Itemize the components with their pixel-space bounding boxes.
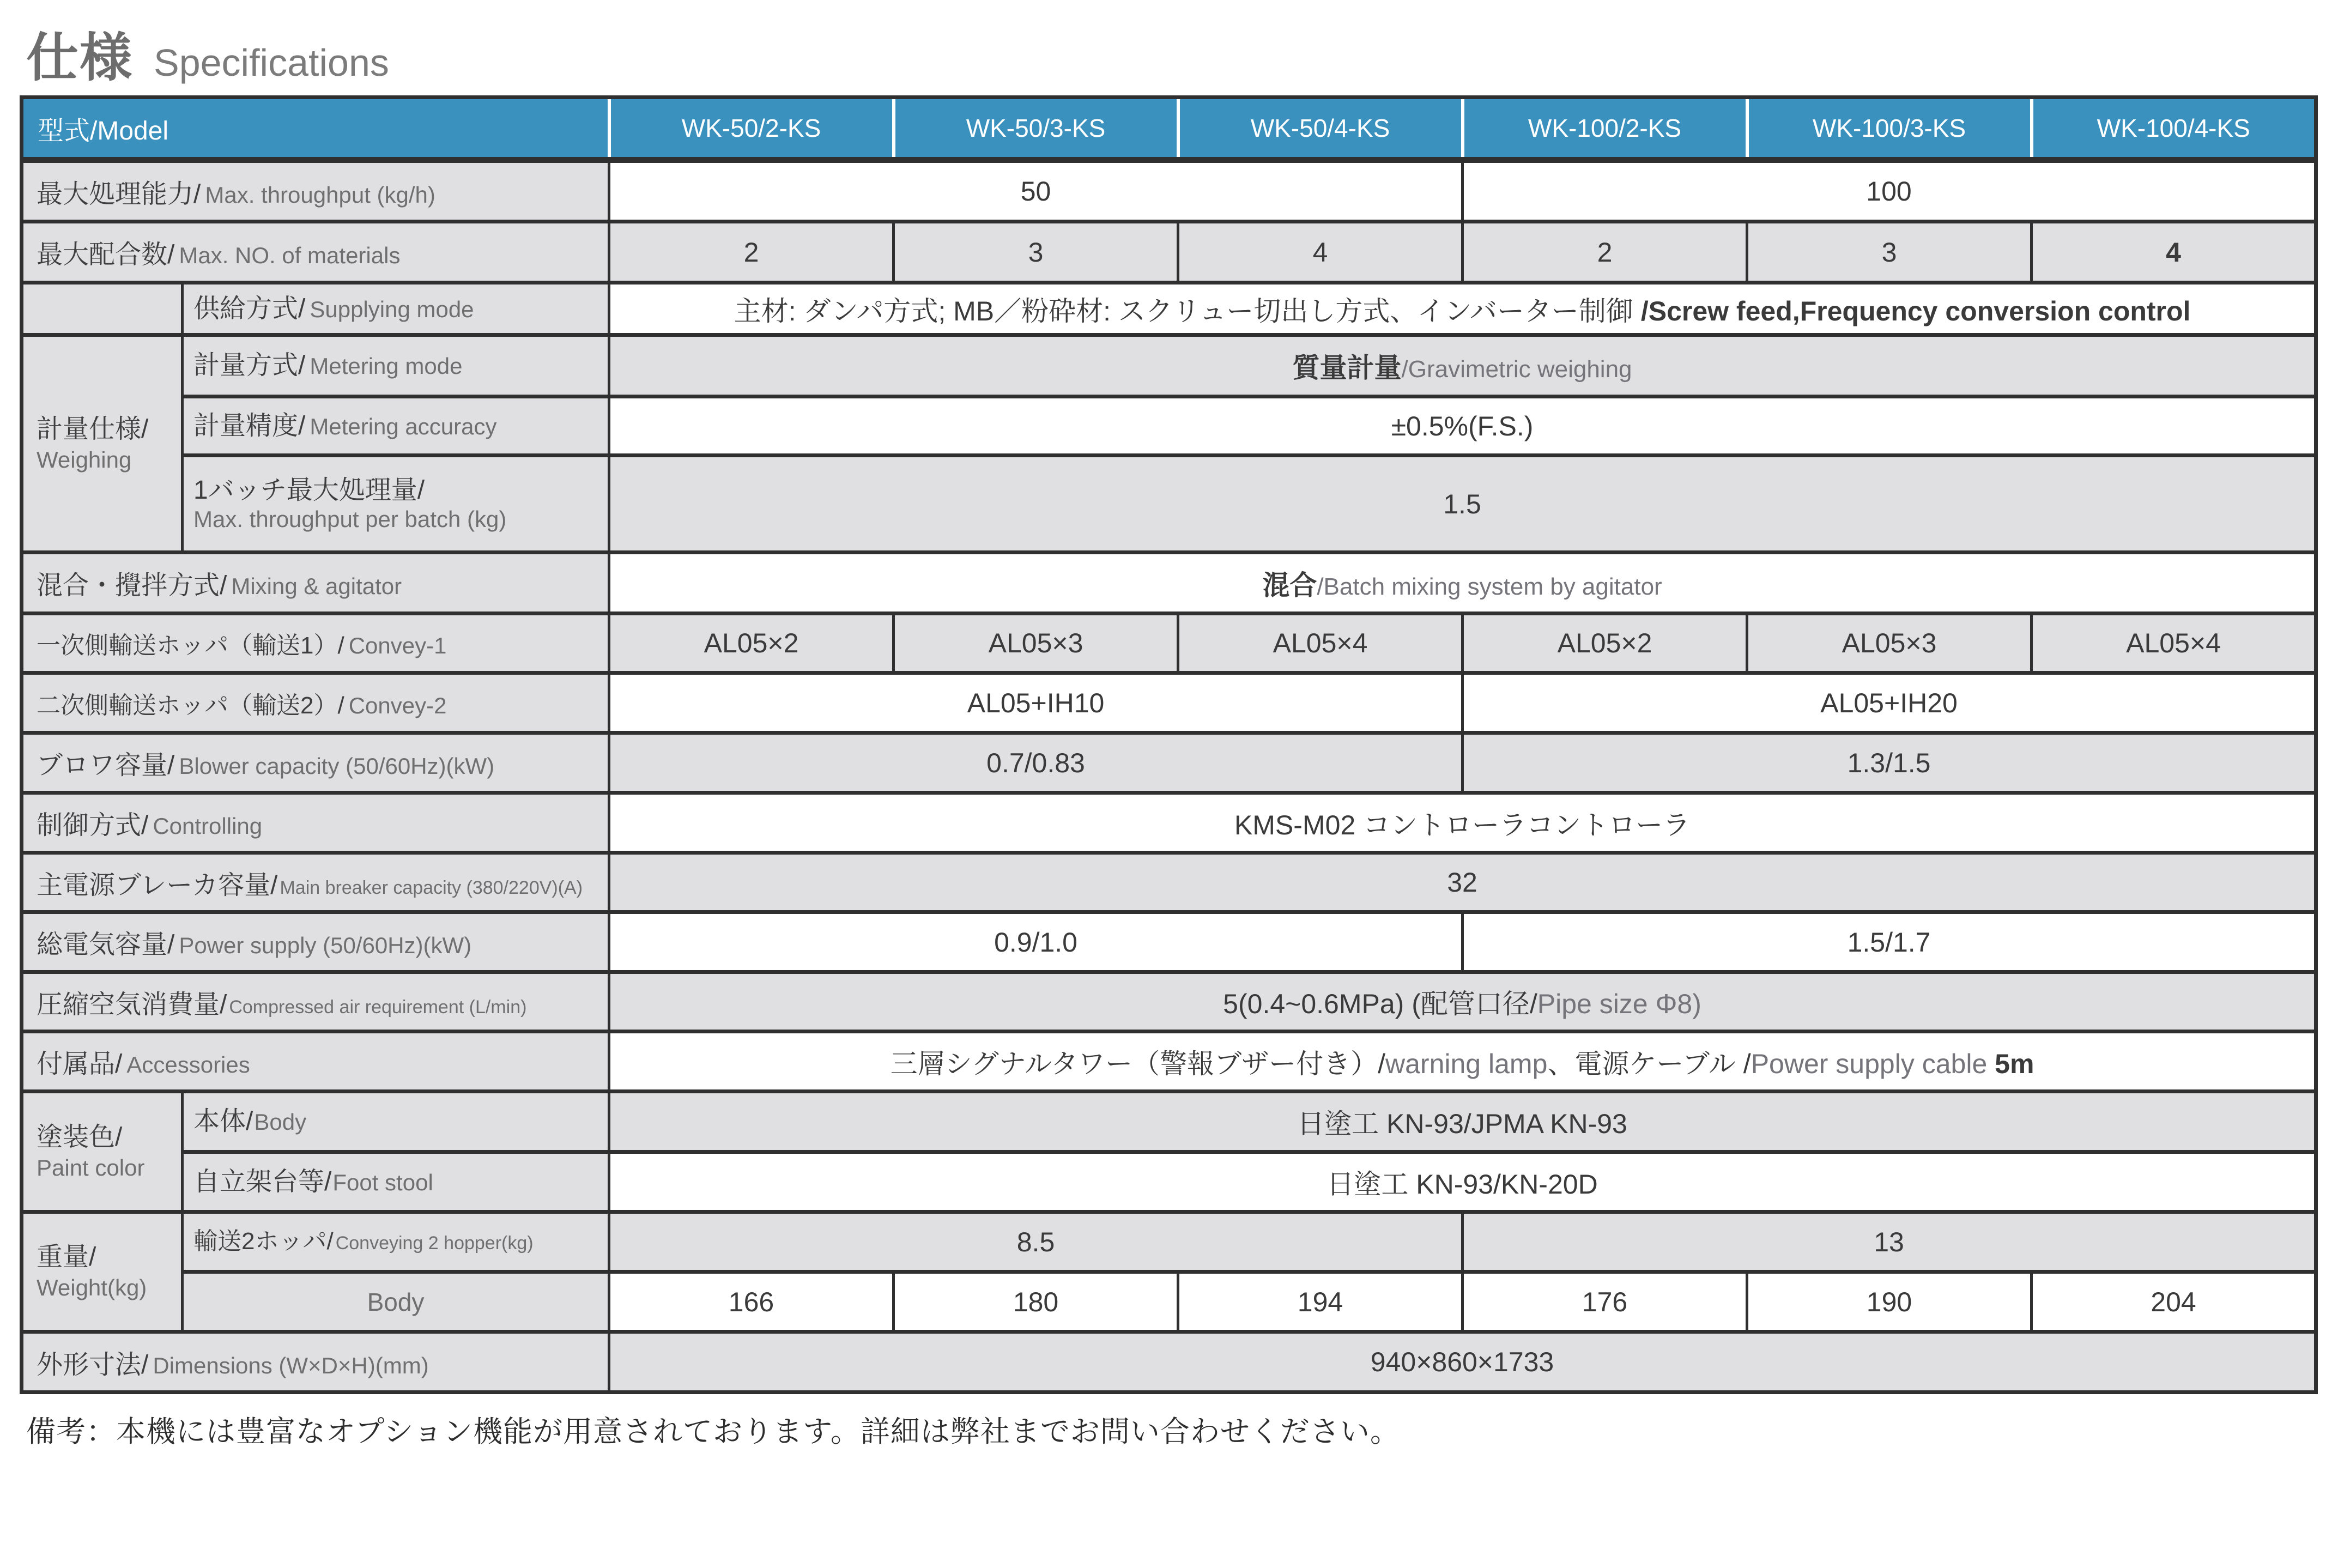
value-hopper-50: 8.5 bbox=[609, 1212, 1463, 1272]
value-blower-50: 0.7/0.83 bbox=[609, 733, 1463, 793]
row-paint-body bbox=[22, 1092, 2316, 1152]
row-max-throughput bbox=[22, 160, 2316, 222]
row-blower bbox=[22, 733, 2316, 793]
value-foot-stool: 日塗工 KN-93/KN-20D bbox=[609, 1152, 2316, 1212]
group-label-weight: 重量/ Weight(kg) bbox=[22, 1212, 183, 1332]
header-model-label: 型式/Model bbox=[22, 98, 609, 160]
label-power-supply: 総電気容量/ Power supply (50/60Hz)(kW) bbox=[22, 912, 609, 972]
table-header-row bbox=[22, 98, 2316, 160]
header-model-wk100-4: WK-100/4-KS bbox=[2032, 98, 2316, 160]
label-accessories: 付属品/ Accessories bbox=[22, 1032, 609, 1092]
value-convey2-50: AL05+IH10 bbox=[609, 673, 1463, 733]
label-foot-stool: 自立架台等/Foot stool bbox=[183, 1152, 609, 1212]
value-convey1-4: AL05×2 bbox=[1463, 614, 1747, 673]
value-throughput-100: 100 bbox=[1463, 160, 2316, 222]
label-breaker: 主電源ブレーカ容量/ Main breaker capacity (380/220V)(A) bbox=[22, 853, 609, 912]
value-metering-accuracy: ±0.5%(F.S.) bbox=[609, 397, 2316, 456]
value-power-100: 1.5/1.7 bbox=[1463, 912, 2316, 972]
specifications-table bbox=[20, 95, 2318, 1394]
row-dimensions bbox=[22, 1332, 2316, 1393]
value-body-weight-1: 166 bbox=[609, 1272, 894, 1332]
header-model-wk50-4: WK-50/4-KS bbox=[1178, 98, 1463, 160]
value-materials-2: 3 bbox=[894, 222, 1178, 283]
value-materials-5: 3 bbox=[1747, 222, 2032, 283]
row-power-supply bbox=[22, 912, 2316, 972]
label-metering-accuracy: 計量精度/ Metering accuracy bbox=[183, 397, 609, 456]
label-max-materials: 最大配合数/ Max. NO. of materials bbox=[22, 222, 609, 283]
value-convey1-6: AL05×4 bbox=[2032, 614, 2316, 673]
value-body-weight-2: 180 bbox=[894, 1272, 1178, 1332]
label-blower: ブロワ容量/ Blower capacity (50/60Hz)(kW) bbox=[22, 733, 609, 793]
value-convey2-100: AL05+IH20 bbox=[1463, 673, 2316, 733]
row-compressed-air bbox=[22, 972, 2316, 1032]
value-convey1-1: AL05×2 bbox=[609, 614, 894, 673]
weighing-group-spacer bbox=[22, 283, 183, 335]
value-materials-1: 2 bbox=[609, 222, 894, 283]
label-controlling: 制御方式/ Controlling bbox=[22, 793, 609, 853]
value-convey1-5: AL05×3 bbox=[1747, 614, 2032, 673]
row-metering-mode bbox=[22, 335, 2316, 397]
row-metering-accuracy bbox=[22, 397, 2316, 456]
value-paint-body: 日塗工 KN-93/JPMA KN-93 bbox=[609, 1092, 2316, 1152]
value-materials-4: 2 bbox=[1463, 222, 1747, 283]
value-breaker: 32 bbox=[609, 853, 2316, 912]
row-convey-1 bbox=[22, 614, 2316, 673]
value-materials-6: 4 bbox=[2032, 222, 2316, 283]
header-model-wk50-2: WK-50/2-KS bbox=[609, 98, 894, 160]
value-compressed-air: 5(0.4~0.6MPa) (配管口径/Pipe size Φ8) bbox=[609, 972, 2316, 1032]
row-weight-hopper bbox=[22, 1212, 2316, 1272]
page-title-jp: 仕様 bbox=[26, 29, 133, 87]
value-body-weight-3: 194 bbox=[1178, 1272, 1463, 1332]
row-supplying-mode bbox=[22, 283, 2316, 335]
row-controlling bbox=[22, 793, 2316, 853]
value-blower-100: 1.3/1.5 bbox=[1463, 733, 2316, 793]
value-body-weight-6: 204 bbox=[2032, 1272, 2316, 1332]
header-model-wk100-3: WK-100/3-KS bbox=[1747, 98, 2032, 160]
label-convey-2: 二次側輸送ホッパ（輸送2）/ Convey-2 bbox=[22, 673, 609, 733]
row-breaker bbox=[22, 853, 2316, 912]
value-convey1-3: AL05×4 bbox=[1178, 614, 1463, 673]
label-weight-body: Body bbox=[183, 1272, 609, 1332]
label-supplying-mode: 供給方式/ Supplying mode bbox=[183, 283, 609, 335]
group-label-paint-color: 塗装色/ Paint color bbox=[22, 1092, 183, 1212]
row-max-materials bbox=[22, 222, 2316, 283]
value-batch-throughput: 1.5 bbox=[609, 456, 2316, 553]
row-accessories bbox=[22, 1032, 2316, 1092]
row-mixing bbox=[22, 553, 2316, 614]
label-batch-throughput: 1バッチ最大処理量/ Max. throughput per batch (kg) bbox=[183, 456, 609, 553]
label-max-throughput: 最大処理能力/ Max. throughput (kg/h) bbox=[22, 160, 609, 222]
label-compressed-air: 圧縮空気消費量/ Compressed air requirement (L/min) bbox=[22, 972, 609, 1032]
header-model-wk100-2: WK-100/2-KS bbox=[1463, 98, 1747, 160]
page-title bbox=[0, 0, 2344, 95]
page-title-en: Specifications bbox=[154, 41, 389, 84]
header-model-wk50-3: WK-50/3-KS bbox=[894, 98, 1178, 160]
row-weight-body bbox=[22, 1272, 2316, 1332]
value-controlling: KMS-M02 コントローラコントローラ bbox=[609, 793, 2316, 853]
remarks-note: 備考：本機には豊富なオプション機能が用意されております。詳細は弊社までお問い合わせください。 bbox=[26, 1415, 1400, 1448]
value-body-weight-4: 176 bbox=[1463, 1272, 1747, 1332]
label-dimensions: 外形寸法/ Dimensions (W×D×H)(mm) bbox=[22, 1332, 609, 1393]
value-hopper-100: 13 bbox=[1463, 1212, 2316, 1272]
value-materials-3: 4 bbox=[1178, 222, 1463, 283]
value-body-weight-5: 190 bbox=[1747, 1272, 2032, 1332]
label-weight-hopper: 輸送2ホッパ/ Conveying 2 hopper(kg) bbox=[183, 1212, 609, 1272]
row-batch-throughput bbox=[22, 456, 2316, 553]
value-convey1-2: AL05×3 bbox=[894, 614, 1178, 673]
value-supplying-mode: 主材: ダンパ方式; MB／粉砕材: スクリュー切出し方式、インバーター制御 /Screw feed,Frequency conversion control bbox=[609, 283, 2316, 335]
value-mixing: 混合/Batch mixing system by agitator bbox=[609, 553, 2316, 614]
value-metering-mode: 質量計量/Gravimetric weighing bbox=[609, 335, 2316, 397]
label-mixing: 混合・攪拌方式/ Mixing & agitator bbox=[22, 553, 609, 614]
value-power-50: 0.9/1.0 bbox=[609, 912, 1463, 972]
row-convey-2 bbox=[22, 673, 2316, 733]
label-paint-body: 本体/Body bbox=[183, 1092, 609, 1152]
group-label-weighing: 計量仕様/ Weighing bbox=[22, 335, 183, 553]
value-accessories: 三層シグナルタワー（警報ブザー付き）/warning lamp、電源ケーブル /Power supply cable 5m bbox=[609, 1032, 2316, 1092]
value-throughput-50: 50 bbox=[609, 160, 1463, 222]
label-metering-mode: 計量方式/ Metering mode bbox=[183, 335, 609, 397]
label-convey-1: 一次側輸送ホッパ（輸送1）/ Convey-1 bbox=[22, 614, 609, 673]
row-paint-foot-stool bbox=[22, 1152, 2316, 1212]
value-dimensions: 940×860×1733 bbox=[609, 1332, 2316, 1393]
